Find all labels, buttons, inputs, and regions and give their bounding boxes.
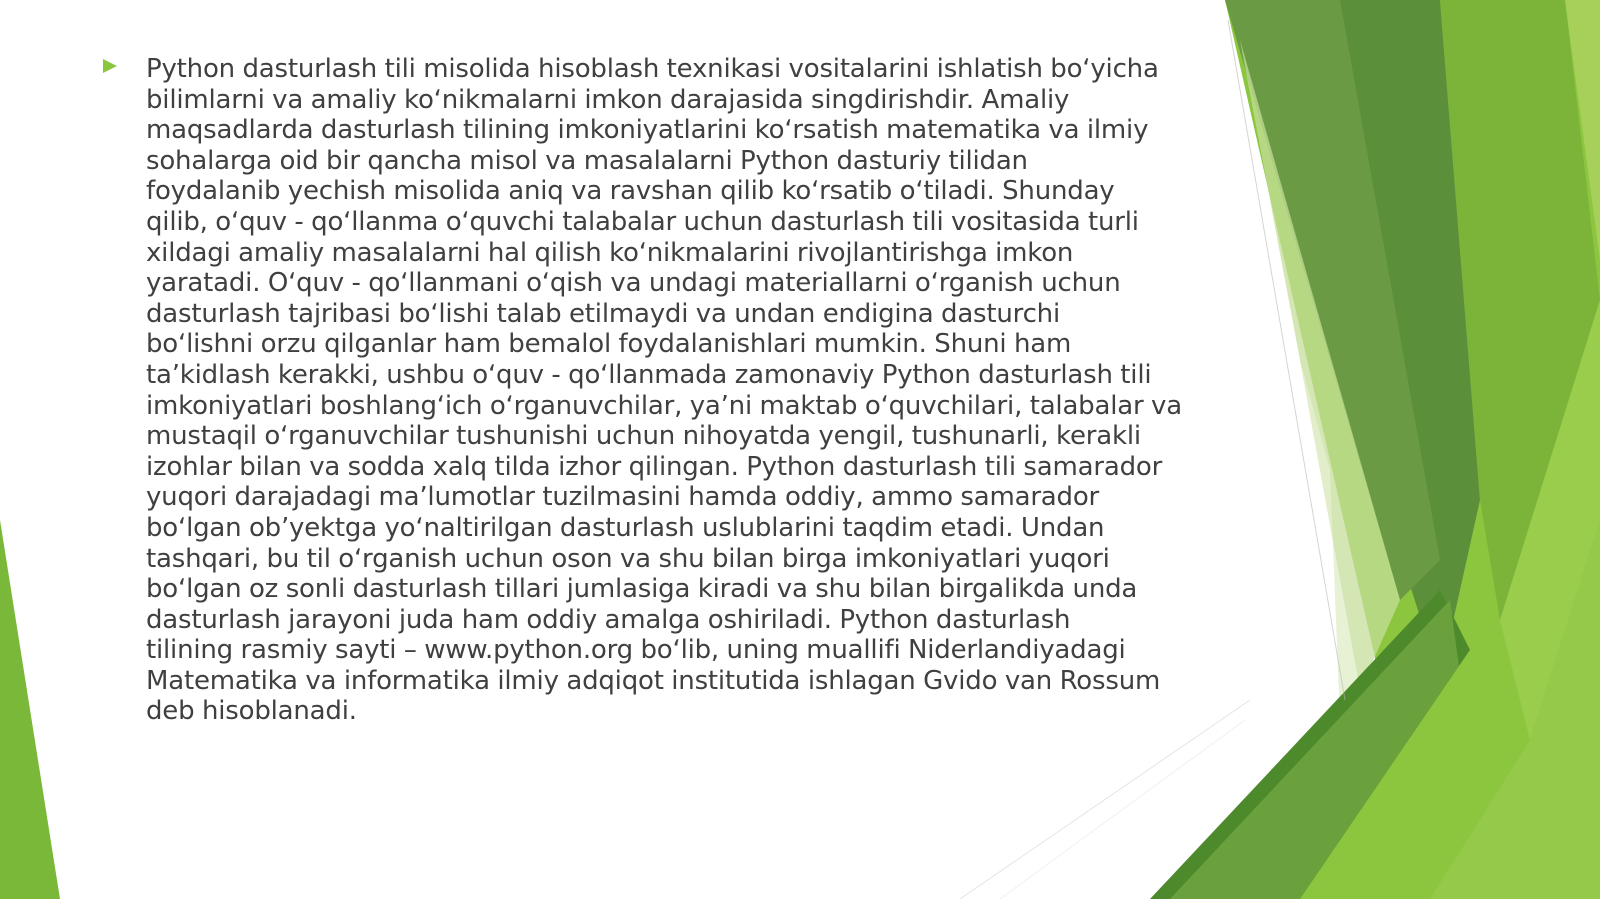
paragraph-line: qilib, oʻquv - qoʻllanma oʻquvchi talabalar uchun dasturlash tili vositasida turli: [146, 206, 1139, 237]
triangle-bullet-icon: [102, 58, 118, 74]
paragraph-line: tilining rasmiy sayti – www.python.org boʻlib, uning muallifi Niderlandiyadagi: [146, 635, 1126, 666]
paragraph-line: Matematika va informatika ilmiy adqiqot institutida ishlagan Gvido van Rossum: [146, 665, 1161, 696]
paragraph-line: izohlar bilan va sodda xalq tilda izhor qilingan. Python dasturlash tili samarador: [146, 451, 1163, 482]
paragraph-line: boʻlishni orzu qilganlar ham bemalol foydalanishlari mumkin. Shuni ham: [146, 329, 1072, 360]
paragraph-line: boʻlgan obʼyektga yoʻnaltirilgan dasturlash uslublarini taqdim etadi. Undan: [146, 512, 1105, 543]
paragraph-line: mustaqil oʻrganuvchilar tushunishi uchun nihoyatda yengil, tushunarli, kerakli: [146, 421, 1141, 452]
paragraph-line: sohalarga oid bir qancha misol va masalalarni Python dasturiy tilidan: [146, 145, 1028, 176]
slide-content: [100, 54, 1210, 727]
paragraph-line: bilimlarni va amaliy koʻnikmalarni imkon darajasida singdirishdir. Amaliy: [146, 84, 1070, 115]
paragraph-line: tashqari, bu til oʻrganish uchun oson va shu bilan birga imkoniyatlari yuqori: [146, 543, 1110, 574]
paragraph-line: Python dasturlash tili misolida hisoblash texnikasi vositalarini ishlatish boʻyicha: [146, 54, 1159, 84]
paragraph-line: foydalanib yechish misolida aniq va ravshan qilib koʻrsatib oʻtiladi. Shunday: [146, 176, 1115, 207]
bullet-paragraph: [146, 54, 1210, 727]
left-facet: [0, 520, 60, 899]
bullet-item: [100, 54, 1210, 727]
paragraph-line: deb hisoblanadi.: [146, 696, 357, 727]
paragraph-line: taʼkidlash kerakki, ushbu oʻquv - qoʻllanmada zamonaviy Python dasturlash tili: [146, 359, 1152, 390]
paragraph-line: dasturlash jarayoni juda ham oddiy amalga oshiriladi. Python dasturlash: [146, 604, 1071, 635]
paragraph-line: yuqori darajadagi maʼlumotlar tuzilmasini hamda oddiy, ammo samarador: [146, 482, 1100, 513]
paragraph-line: xildagi amaliy masalalarni hal qilish koʻnikmalarini rivojlantirishga imkon: [146, 237, 1074, 268]
paragraph-line: dasturlash tajribasi boʻlishi talab etilmaydi va undan endigina dasturchi: [146, 298, 1060, 329]
paragraph-line: boʻlgan oz sonli dasturlash tillari jumlasiga kiradi va shu bilan birgalikda unda: [146, 574, 1138, 605]
paragraph-line: maqsadlarda dasturlash tilining imkoniyatlarini koʻrsatish matematika va ilmiy: [146, 115, 1149, 146]
paragraph-line: yaratadi. Oʻquv - qoʻllanmani oʻqish va undagi materiallarni oʻrganish uchun: [146, 268, 1121, 299]
paragraph-line: imkoniyatlari boshlangʻich oʻrganuvchilar, yaʼni maktab oʻquvchilari, talabalar va: [146, 390, 1182, 421]
